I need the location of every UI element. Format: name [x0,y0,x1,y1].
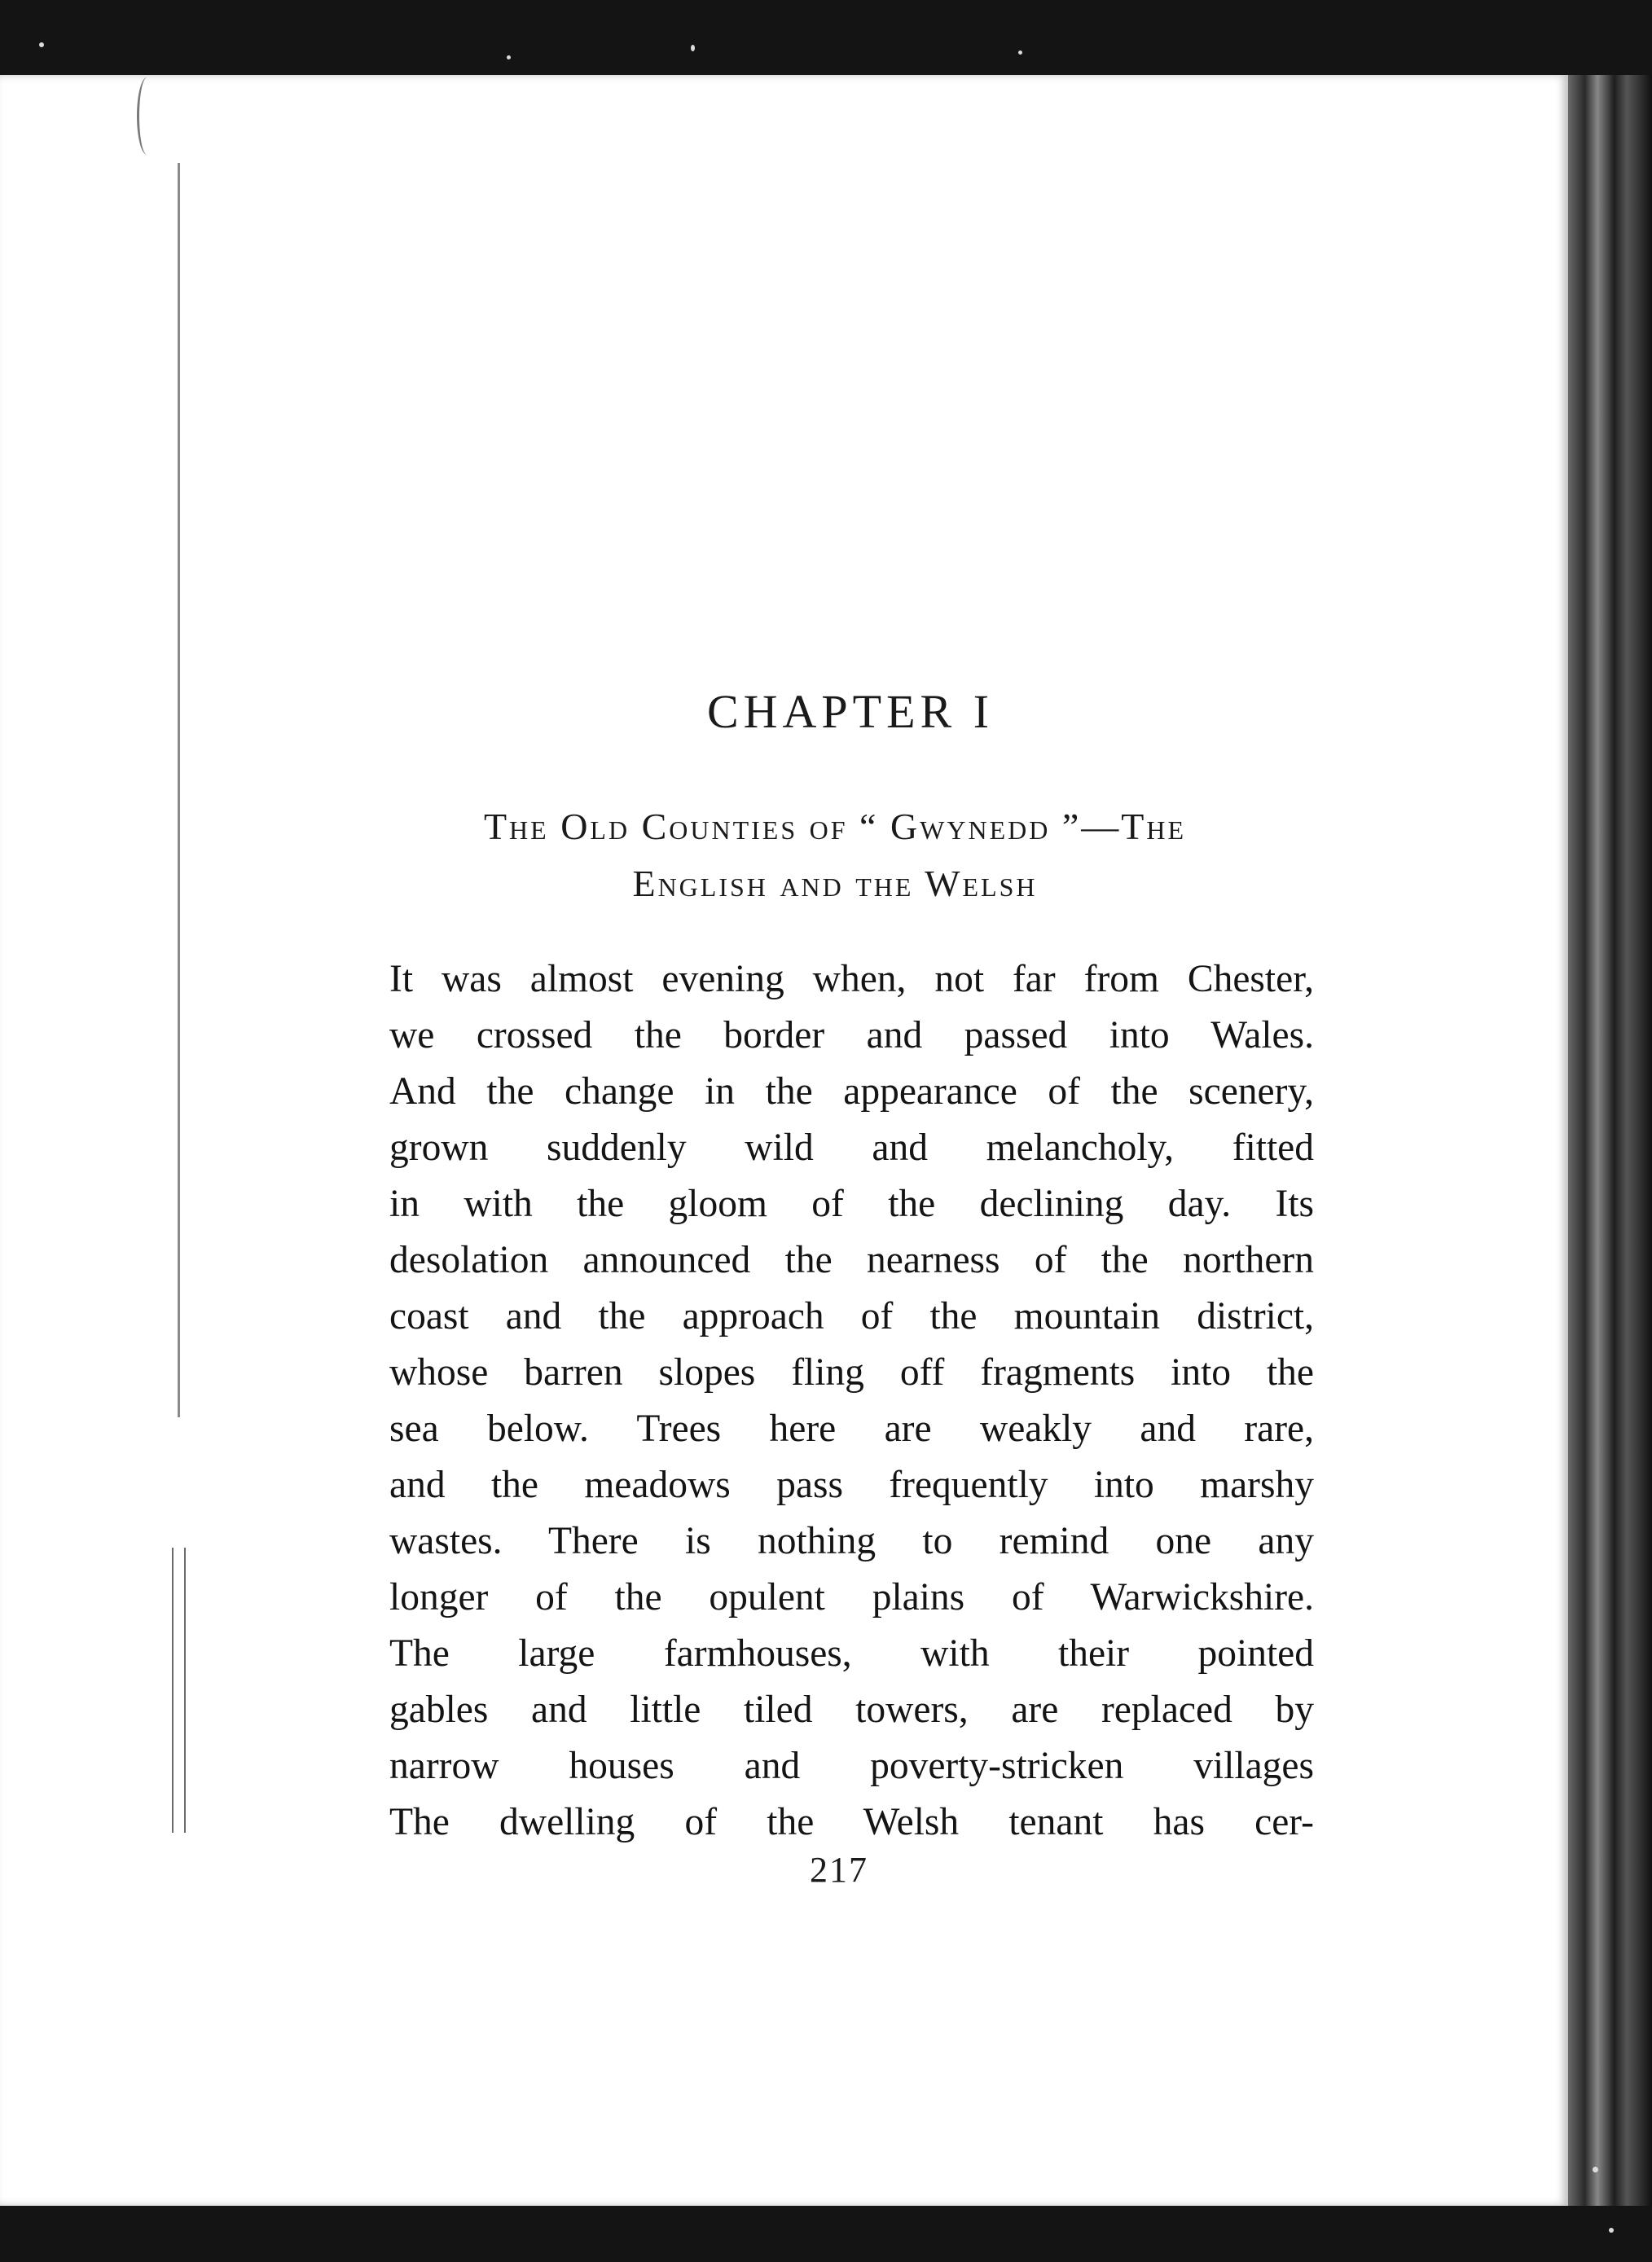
chapter-heading: CHAPTER I [706,685,995,738]
text-line: desolation announced the nearness of the northern [389,1239,1314,1281]
text-line: It was almost evening when, not far from Chester, [389,958,1314,1000]
dust-speck [507,55,511,59]
text-line: The large farmhouses, with their pointed [389,1632,1314,1675]
chapter-subtitle-line: The Old Counties of “ Gwynedd ”—The [483,806,1187,847]
text-line: and the meadows pass frequently into marshy [389,1464,1314,1506]
text-line: The dwelling of the Welsh tenant has cer- [389,1801,1314,1843]
binding-fold [137,77,157,155]
text-line: narrow houses and poverty-stricken villages [389,1745,1314,1787]
dust-speck [1593,2167,1598,2172]
dust-speck [1018,51,1022,55]
text-line: gables and little tiled towers, are replaced by [389,1689,1314,1731]
text-line: in with the gloom of the declining day. Its [389,1183,1314,1225]
dust-speck [691,45,695,51]
text-line: longer of the opulent plains of Warwickshire. [389,1576,1314,1619]
chapter-subtitle-line: English and the Welsh [632,863,1038,904]
dust-speck [1609,2228,1614,2233]
dust-speck [39,42,44,47]
gutter-line [184,1548,186,1833]
gutter-line [172,1548,174,1833]
gutter-line [178,163,180,1417]
page-number: 217 [810,1850,868,1890]
text-line: grown suddenly wild and melancholy, fitted [389,1127,1314,1169]
body-text [389,951,1314,1851]
text-line: wastes. There is nothing to remind one any [389,1520,1314,1562]
page-edge [1568,75,1652,2206]
text-line: sea below. Trees here are weakly and rare, [389,1408,1314,1450]
text-line: whose barren slopes fling off fragments into the [389,1351,1314,1394]
text-line: And the change in the appearance of the scenery, [389,1070,1314,1113]
text-line: we crossed the border and passed into Wales. [389,1014,1314,1056]
text-line: coast and the approach of the mountain district, [389,1295,1314,1337]
